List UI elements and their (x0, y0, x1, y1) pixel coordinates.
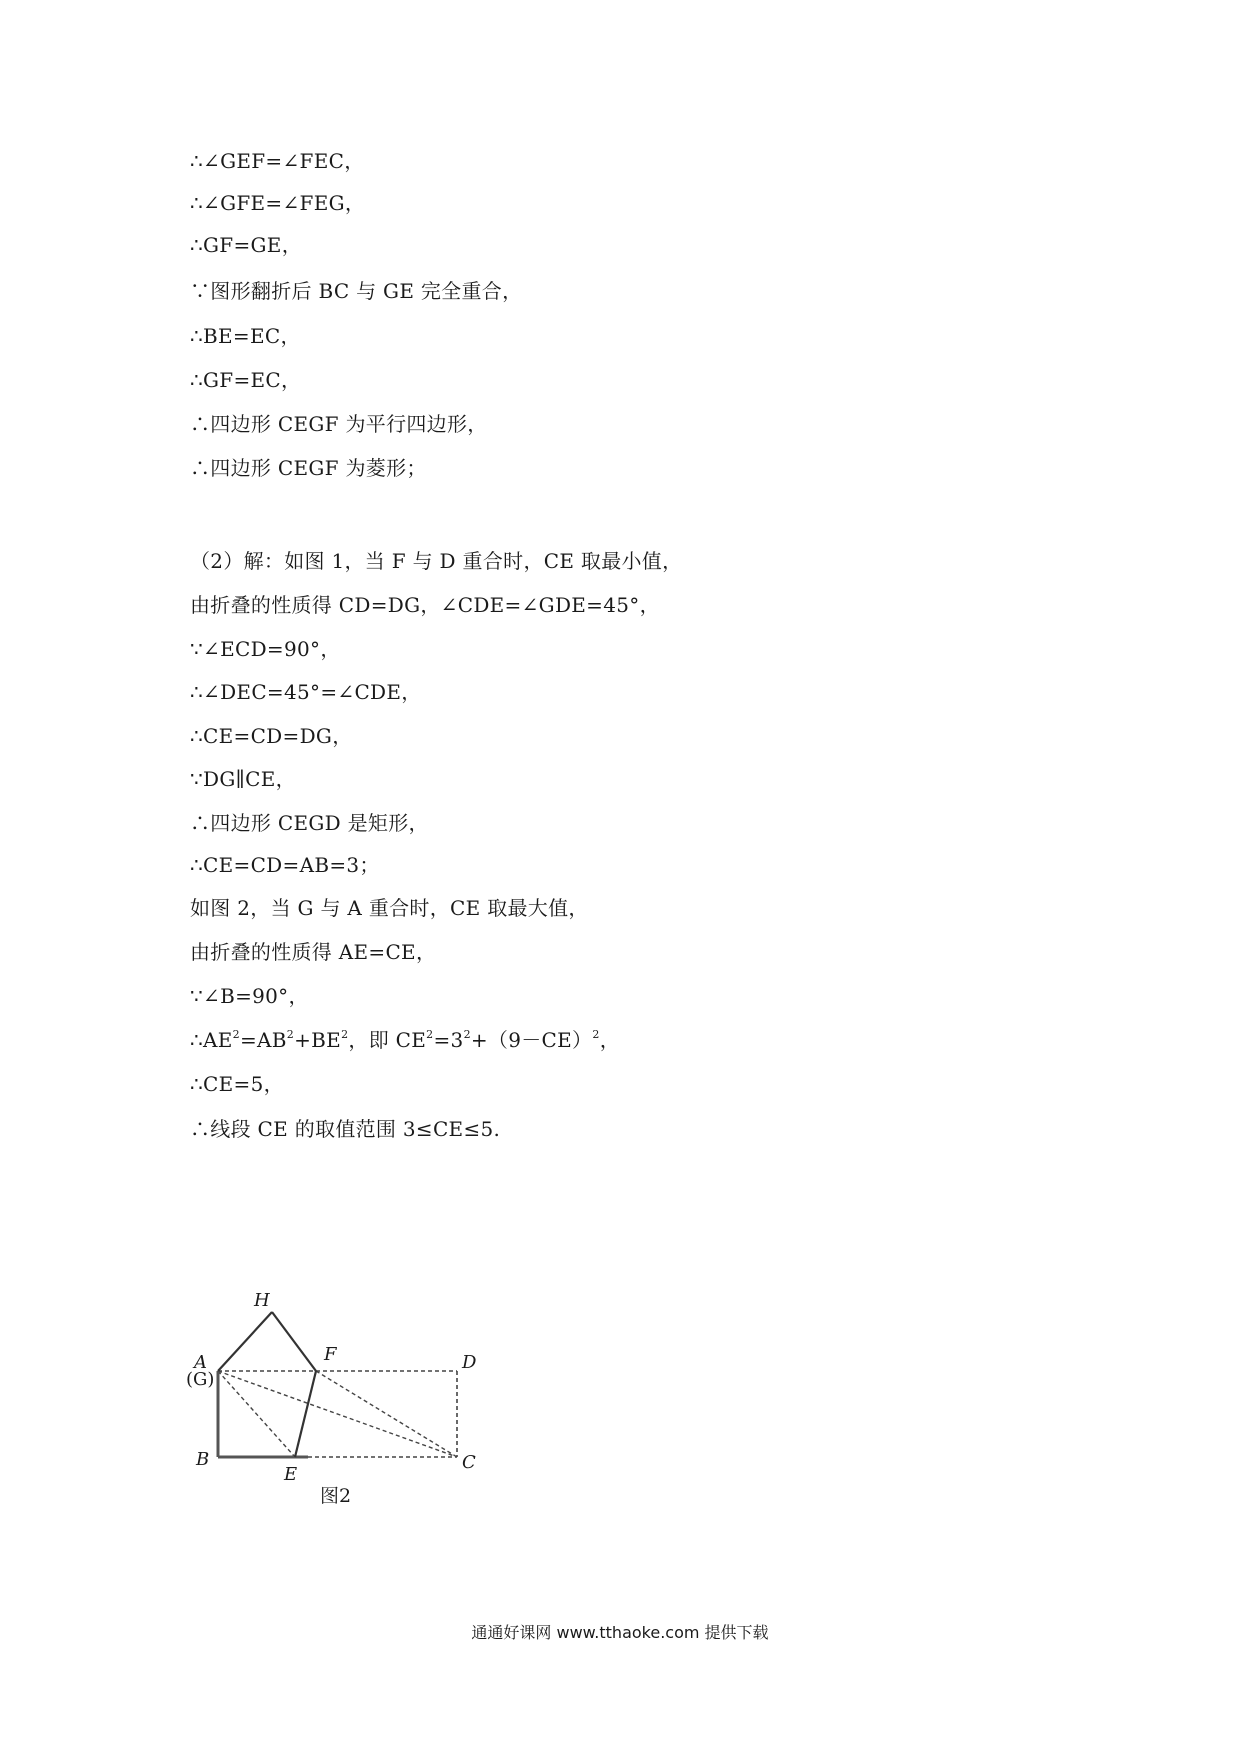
label-f: F (324, 1344, 337, 1365)
proof-line: ∴BE=EC， (190, 324, 301, 348)
segment-hf (272, 1312, 316, 1371)
label-a: A (194, 1352, 207, 1373)
page-footer: 通通好课网 www.tthaoke.com 提供下载 (471, 1623, 769, 1642)
proof-line: ∴四边形 CEGF 为菱形； (190, 456, 427, 480)
solution-line: ∴CE=CD=AB=3； (190, 853, 380, 877)
solution-line: 由折叠的性质得 AE=CE， (190, 940, 437, 964)
figure-svg (180, 1270, 500, 1515)
solution-line: 由折叠的性质得 CD=DG，∠CDE=∠GDE=45°， (190, 593, 660, 617)
solution-line: ∵∠ECD=90°， (190, 637, 341, 661)
solution-line: ∴CE=CD=DG， (190, 724, 353, 748)
solution-line: ∴∠DEC=45°=∠CDE， (190, 680, 422, 704)
label-h: H (254, 1290, 270, 1311)
figure-caption: 图2 (320, 1485, 352, 1507)
proof-line: ∵图形翻折后 BC 与 GE 完全重合， (190, 279, 523, 303)
solution-line: （2）解：如图 1，当 F 与 D 重合时，CE 取最小值， (190, 549, 683, 573)
proof-line: ∴GF=GE， (190, 233, 303, 257)
solution-line: ∴四边形 CEGD 是矩形， (190, 811, 429, 835)
segment-fe (295, 1371, 316, 1457)
final-line: ∴CE=5， (190, 1072, 284, 1096)
segment-ah (218, 1312, 272, 1371)
proof-line: ∴∠GEF=∠FEC， (190, 149, 365, 173)
label-c: C (462, 1452, 476, 1473)
solution-line: 如图 2，当 G 与 A 重合时，CE 取最大值， (190, 896, 589, 920)
pythagorean-equation: $\therefore AE^2=AB^2+BE^2$，即 $CE^2=3^2+(9-CE)^2$， (190, 1028, 620, 1052)
label-b: B (196, 1449, 210, 1470)
solution-line: ∵DG∥CE， (190, 767, 296, 791)
label-d: D (462, 1352, 477, 1373)
proof-line: ∴四边形 CEGF 为平行四边形， (190, 412, 488, 436)
proof-line: ∴∠GFE=∠FEG， (190, 191, 366, 215)
segment-ae-dashed (218, 1371, 295, 1457)
solution-line: ∵∠B=90°， (190, 984, 309, 1008)
geometry-figure (180, 1270, 500, 1515)
segment-ac-dashed (218, 1371, 457, 1457)
final-line: ∴线段 CE 的取值范围 3≤CE≤5. (190, 1117, 501, 1141)
label-g: (G) (186, 1369, 215, 1390)
proof-line: ∴GF=EC， (190, 368, 302, 392)
label-e: E (284, 1464, 298, 1485)
